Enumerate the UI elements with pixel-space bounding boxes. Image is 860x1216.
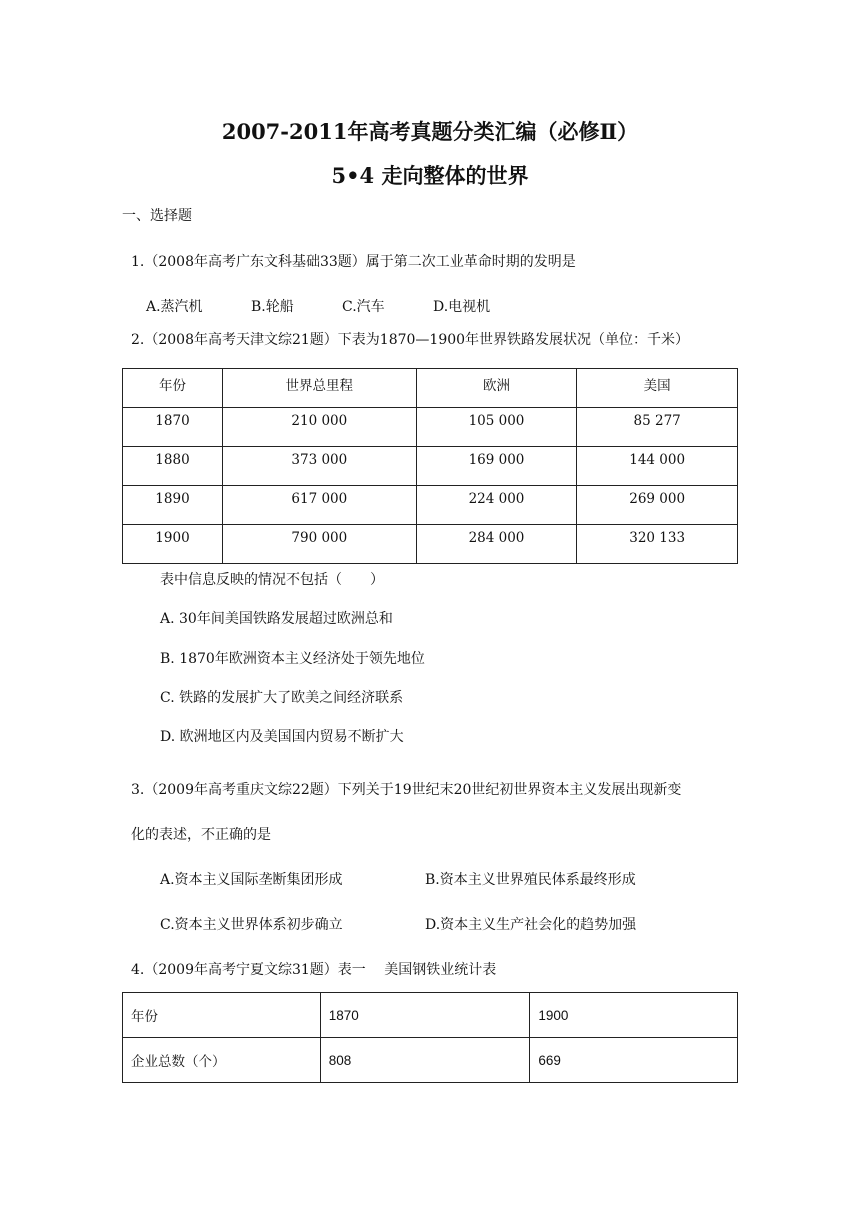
q1-stem: 1.（2008年高考广东文科基础33题）属于第二次工业革命时期的发明是 bbox=[131, 254, 576, 270]
table-cell: 224 000 bbox=[416, 486, 577, 525]
table-cell: 1880 bbox=[123, 447, 223, 486]
chapter-title: 5•4 走向整体的世界 bbox=[331, 163, 529, 188]
table-header-cell: 世界总里程 bbox=[222, 369, 416, 408]
q2-question: 表中信息反映的情况不包括（ ） bbox=[160, 572, 384, 588]
section-heading: 一、选择题 bbox=[122, 208, 192, 224]
q3-stem-line2: 化的表述，不正确的是 bbox=[131, 827, 271, 843]
q3-option-b: B.资本主义世界殖民体系最终形成 bbox=[425, 872, 636, 888]
table-cell: 210 000 bbox=[222, 408, 416, 447]
q3-option-a: A.资本主义国际垄断集团形成 bbox=[160, 872, 343, 888]
q2-option-d: D. 欧洲地区内及美国国内贸易不断扩大 bbox=[160, 729, 404, 745]
q1-option-d: D.电视机 bbox=[433, 299, 491, 315]
table-header-cell: 欧洲 bbox=[416, 369, 577, 408]
table-cell: 1870 bbox=[123, 408, 223, 447]
steel-table bbox=[122, 992, 738, 1083]
table-header-cell: 美国 bbox=[577, 369, 738, 408]
table-cell: 790 000 bbox=[222, 525, 416, 564]
q2-stem: 2.（2008年高考天津文综21题）下表为1870—1900年世界铁路发展状况（单位：千米） bbox=[131, 332, 690, 348]
q2-option-a: A. 30年间美国铁路发展超过欧洲总和 bbox=[160, 611, 393, 627]
table-row bbox=[123, 1038, 738, 1083]
table-cell: 1900 bbox=[530, 993, 738, 1038]
document-title: 2007-2011年高考真题分类汇编（必修Ⅱ） bbox=[221, 119, 639, 144]
table-header-row bbox=[123, 369, 738, 408]
table-row bbox=[123, 486, 738, 525]
q2-option-b: B. 1870年欧洲资本主义经济处于领先地位 bbox=[160, 651, 425, 667]
table-cell: 1890 bbox=[123, 486, 223, 525]
table-row bbox=[123, 993, 738, 1038]
q2-option-c: C. 铁路的发展扩大了欧美之间经济联系 bbox=[160, 690, 404, 706]
table-header-cell: 年份 bbox=[123, 369, 223, 408]
table-row bbox=[123, 447, 738, 486]
table-cell: 144 000 bbox=[577, 447, 738, 486]
table-cell: 年份 bbox=[123, 993, 321, 1038]
table-cell: 1870 bbox=[320, 993, 530, 1038]
table-row bbox=[123, 525, 738, 564]
table-cell: 320 133 bbox=[577, 525, 738, 564]
q3-stem-line1: 3.（2009年高考重庆文综22题）下列关于19世纪末20世纪初世界资本主义发展出现新变 bbox=[131, 782, 682, 798]
table-cell: 284 000 bbox=[416, 525, 577, 564]
table-cell: 169 000 bbox=[416, 447, 577, 486]
table-cell: 85 277 bbox=[577, 408, 738, 447]
table-cell: 669 bbox=[530, 1038, 738, 1083]
q1-option-a: A.蒸汽机 bbox=[146, 299, 203, 315]
table-cell: 617 000 bbox=[222, 486, 416, 525]
q4-stem: 4.（2009年高考宁夏文综31题）表一 美国钢铁业统计表 bbox=[131, 962, 497, 978]
q3-option-c: C.资本主义世界体系初步确立 bbox=[160, 917, 343, 933]
table-cell: 105 000 bbox=[416, 408, 577, 447]
railway-table bbox=[122, 368, 738, 564]
table-cell: 269 000 bbox=[577, 486, 738, 525]
q1-option-b: B.轮船 bbox=[251, 299, 294, 315]
table-cell: 808 bbox=[320, 1038, 530, 1083]
q1-option-c: C.汽车 bbox=[342, 299, 385, 315]
table-row bbox=[123, 408, 738, 447]
table-cell: 1900 bbox=[123, 525, 223, 564]
q3-option-d: D.资本主义生产社会化的趋势加强 bbox=[425, 917, 637, 933]
table-cell: 企业总数（个） bbox=[123, 1038, 321, 1083]
table-cell: 373 000 bbox=[222, 447, 416, 486]
